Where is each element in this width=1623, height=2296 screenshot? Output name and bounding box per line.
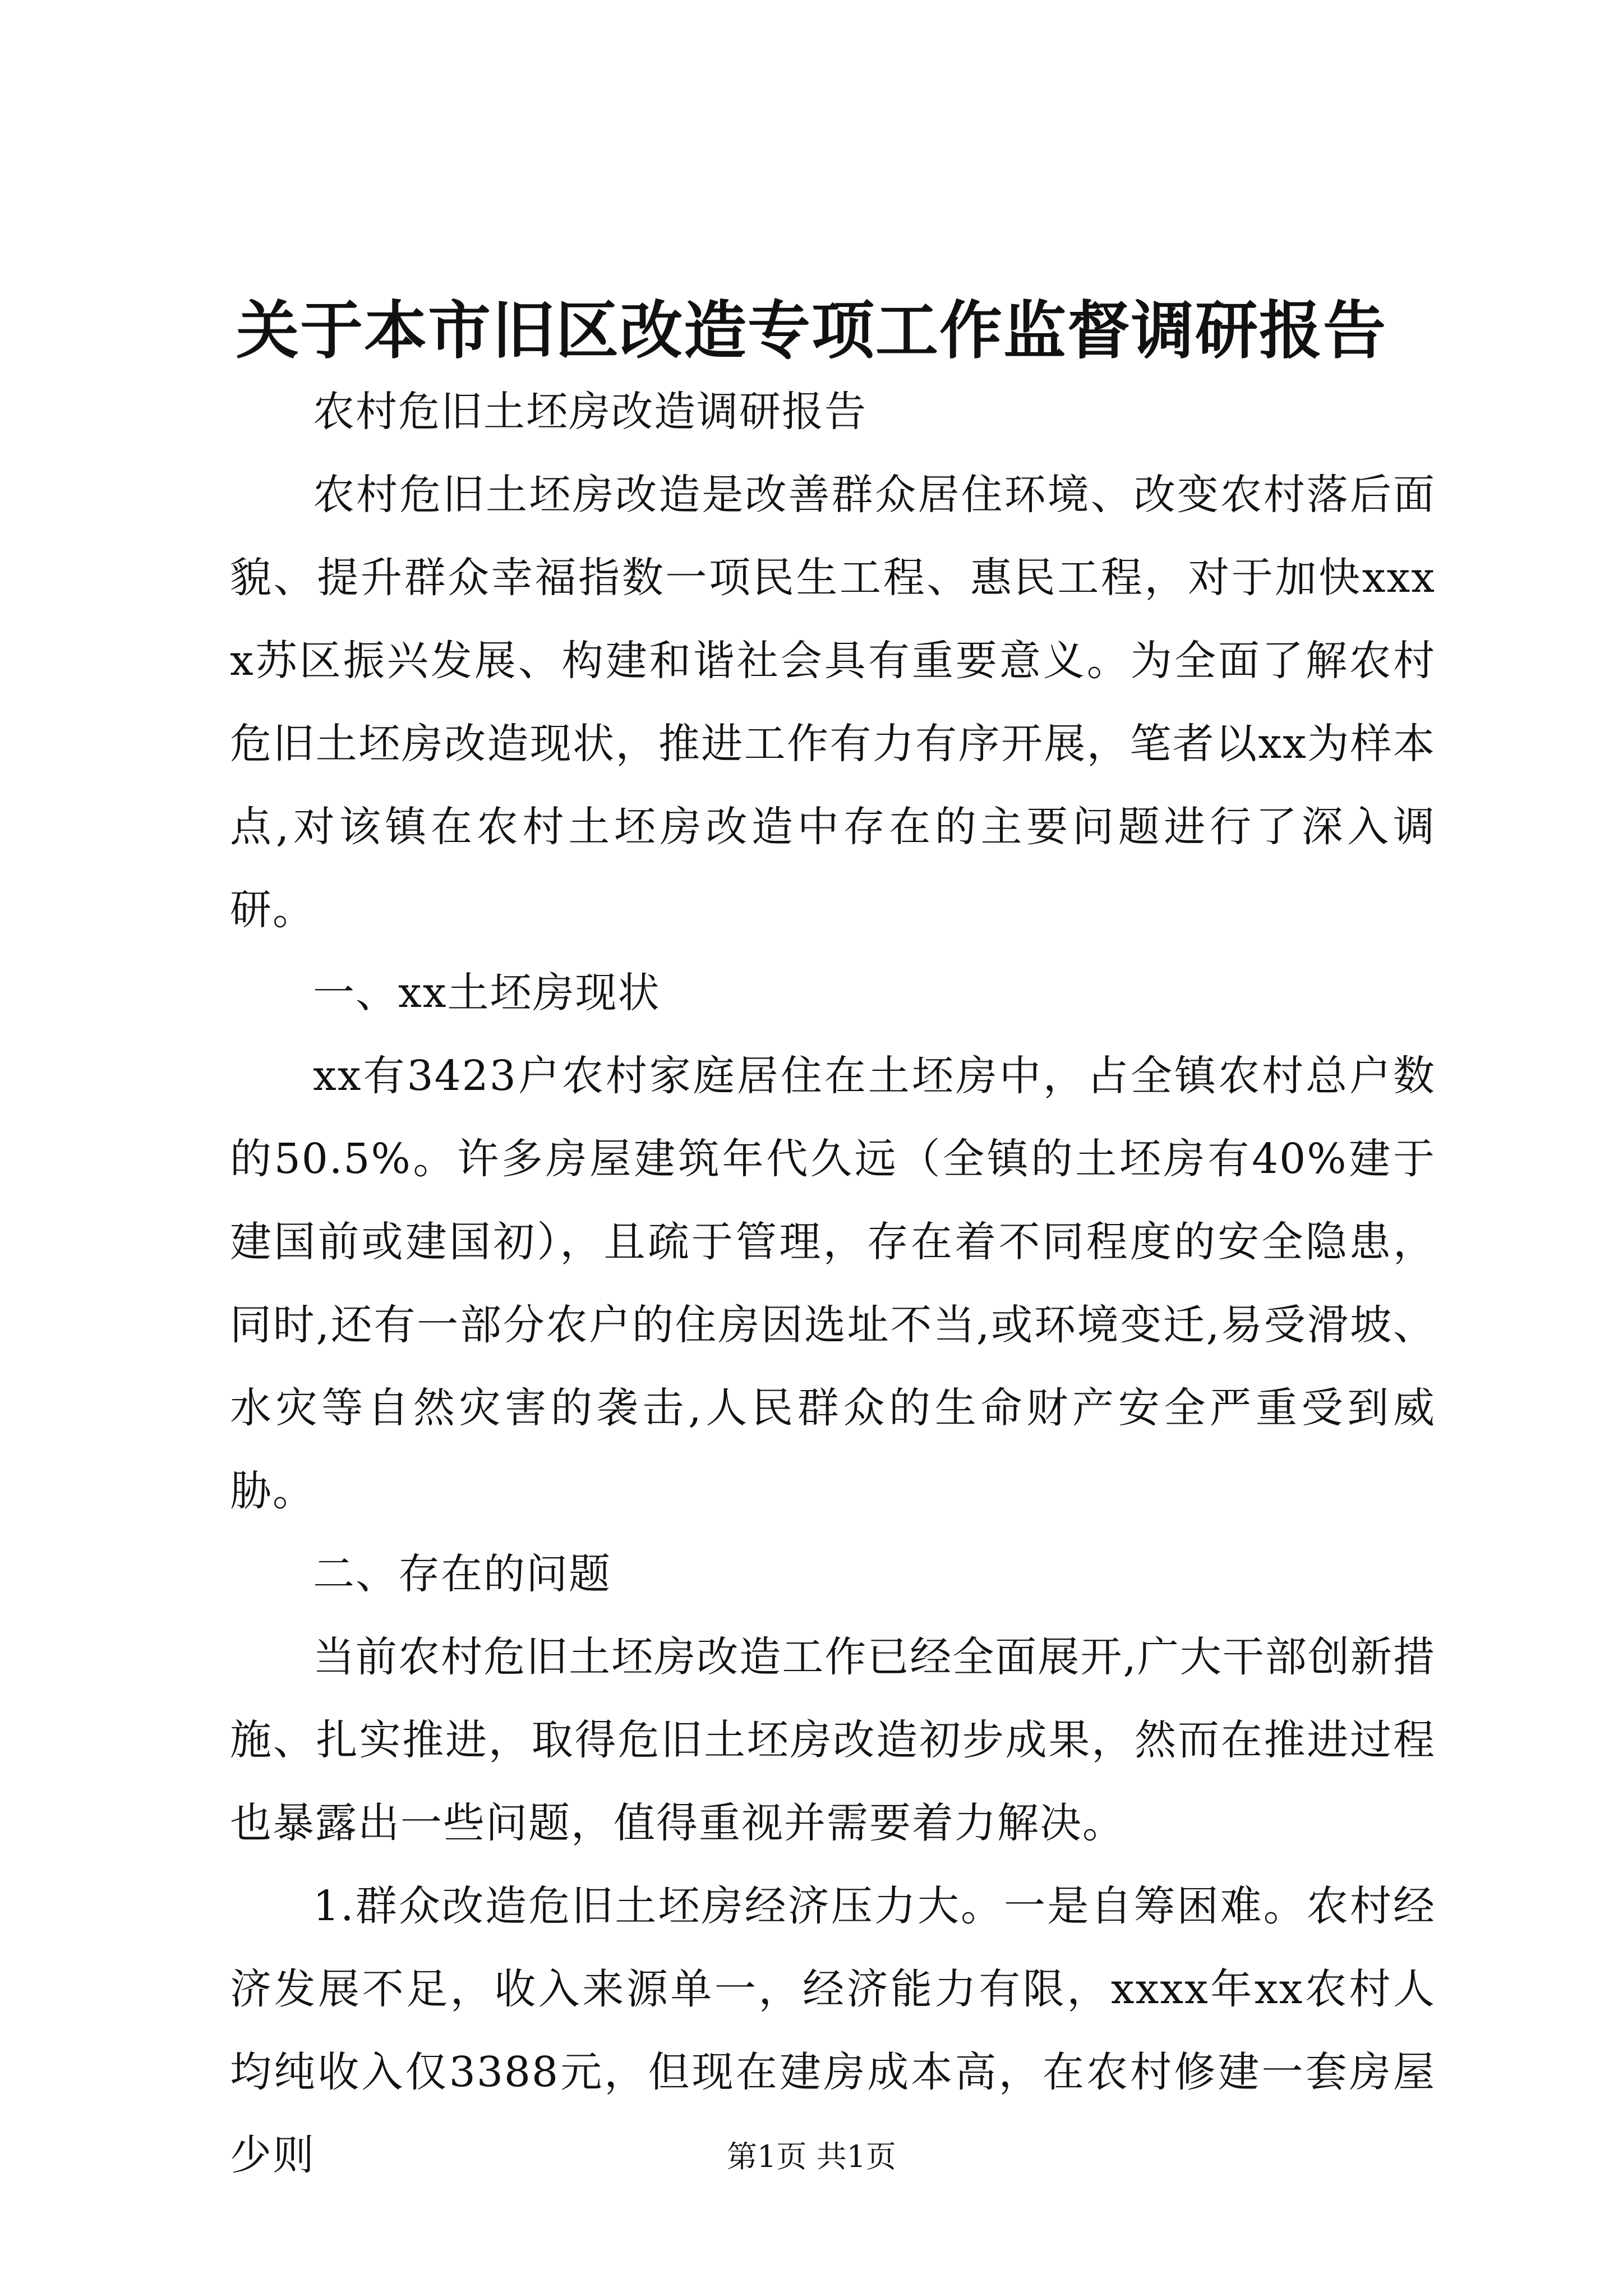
paragraph-subtitle: 农村危旧土坯房改造调研报告 <box>313 388 867 436</box>
paragraph-problem-1: 1.群众改造危旧土坯房经济压力大。一是自筹困难。农村经济发展不足，收入来源单一，经济能力有限，xxxx年xx农村人均纯收入仅3388元，但现在建房成本高，在农村修建一套房屋少则 <box>230 1882 1436 2179</box>
document-body <box>230 370 1436 2197</box>
paragraph-problems: 当前农村危旧土坯房改造工作已经全面展开,广大干部创新措施、扎实推进，取得危旧土坯房改造初步成果，然而在推进过程也暴露出一些问题，值得重视并需要着力解决。 <box>230 1633 1436 1847</box>
page-number-footer: 第1页 共1页 <box>727 2139 896 2174</box>
paragraph-intro: 农村危旧土坯房改造是改善群众居住环境、改变农村落后面貌、提升群众幸福指数一项民生工程、惠民工程，对于加快xxxx苏区振兴发展、构建和谐社会具有重要意义。为全面了解农村危旧土坯房改造现状，推进工作有力有序开展，笔者以xx为样本点,对该镇在农村土坯房改造中存在的主要问题进行了深入调研。 <box>230 471 1436 934</box>
section-heading-status: 一、xx土坯房现状 <box>313 969 661 1017</box>
section-heading-problems: 二、存在的问题 <box>313 1550 611 1598</box>
paragraph-status: xx有3423户农村家庭居住在土坯房中，占全镇农村总户数的50.5%。许多房屋建筑年代久远（全镇的土坯房有40%建于建国前或建国初），且疏于管理，存在着不同程度的安全隐患，同时,还有一部分农户的住房因选址不当,或环境变迁,易受滑坡、水灾等自然灾害的袭击,人民群众的生命财产安全严重受到威胁。 <box>230 1052 1436 1515</box>
document-title: 关于本市旧区改造专项工作监督调研报告 <box>236 294 1387 367</box>
